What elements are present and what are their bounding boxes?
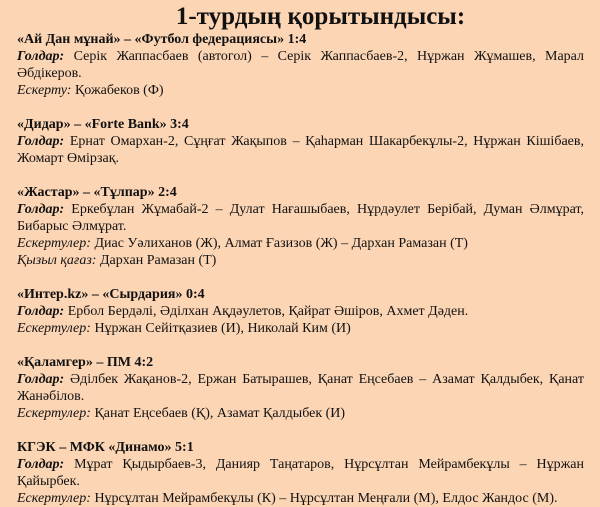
- goals-line: [17, 133, 584, 167]
- match-block: [17, 184, 584, 269]
- goals-line: [17, 371, 584, 405]
- warnings-label: Ескертулер:: [17, 236, 91, 251]
- match-header: «Жастар» – «Тұлпар» 2:4: [17, 185, 177, 200]
- warnings-line: [17, 320, 584, 337]
- goals-label: Голдар:: [17, 457, 65, 472]
- match-block: [17, 439, 584, 507]
- page-title: 1-турдың қорытындысы:: [175, 3, 466, 30]
- match-header: «Интер.kz» – «Сырдария» 0:4: [17, 287, 205, 302]
- goals-label: Голдар:: [17, 49, 65, 64]
- warnings-text: Диас Уәлиханов (Ж), Алмат Ғазизов (Ж) – Дархан Рамазан (Т): [90, 236, 468, 251]
- warnings-label: Ескертулер:: [17, 406, 91, 421]
- goals-label: Голдар:: [17, 134, 65, 149]
- match-header: «Дидар» – «Forte Bank» 3:4: [17, 117, 189, 132]
- goals-text: Мұрат Қыдырбаев-3, Данияр Таңатаров, Нұрсұлтан Мейрамбекұлы – Нұржан Қайырбек.: [17, 457, 584, 489]
- warnings-text: Нұржан Сейітқазиев (И), Николай Ким (И): [90, 321, 351, 336]
- warnings-text: Қожабеков (Ф): [71, 83, 164, 98]
- warnings-line: [17, 490, 584, 507]
- goals-line: [17, 201, 584, 235]
- goals-text: Ернат Омархан-2, Сұңғат Жақыпов – Қаһарман Шакарбекұлы-2, Нұржан Кішібаев, Жомарт Өмірзақ.: [17, 134, 584, 166]
- match-block: [17, 31, 584, 99]
- goals-line: [17, 48, 584, 82]
- warnings-line: [17, 405, 584, 422]
- goals-text: Әділбек Жақанов-2, Ержан Батырашев, Қанат Еңсебаев – Азамат Қалдыбек, Қанат Жанәбілов.: [17, 372, 584, 404]
- goals-line: [17, 303, 584, 320]
- warnings-line: [17, 82, 584, 99]
- match-block: [17, 354, 584, 422]
- match-header: КГЭК – МФК «Динамо» 5:1: [17, 440, 194, 455]
- goals-text: Еркебұлан Жұмабай-2 – Дулат Нағашыбаев, Нұрдәулет Берібай, Думан Әлмұрат, Бибарыс Әлмұрат.: [17, 202, 584, 234]
- red-card-label: Қызыл қағаз:: [17, 253, 97, 268]
- match-header: «Қаламгер» – ПМ 4:2: [17, 355, 154, 370]
- match-block: [17, 286, 584, 337]
- match-block: [17, 116, 584, 167]
- goals-text: Ербол Бердәлі, Әділхан Ақдәулетов, Қайрат Әшіров, Ахмет Дәден.: [64, 304, 469, 319]
- red-card-line: [17, 252, 584, 269]
- warnings-line: [17, 235, 584, 252]
- goals-label: Голдар:: [17, 202, 65, 217]
- match-header: «Ай Дан мұнай» – «Футбол федерациясы» 1:4: [17, 32, 307, 47]
- warnings-text: Қанат Еңсебаев (Қ), Азамат Қалдыбек (И): [90, 406, 346, 421]
- goals-label: Голдар:: [17, 372, 65, 387]
- goals-text: Серік Жаппасбаев (автогол) – Серік Жаппасбаев-2, Нұржан Жұмашев, Марал Әбдікеров.: [17, 49, 584, 81]
- warnings-label: Ескерту:: [17, 83, 72, 98]
- red-card-text: Дархан Рамазан (Т): [96, 253, 217, 268]
- warnings-label: Ескертулер:: [17, 321, 91, 336]
- warnings-text: Нұрсұлтан Мейрамбекұлы (К) – Нұрсұлтан Меңғали (М), Елдос Жандос (М).: [90, 491, 558, 506]
- goals-line: [17, 456, 584, 490]
- warnings-label: Ескертулер:: [17, 491, 91, 506]
- goals-label: Голдар:: [17, 304, 65, 319]
